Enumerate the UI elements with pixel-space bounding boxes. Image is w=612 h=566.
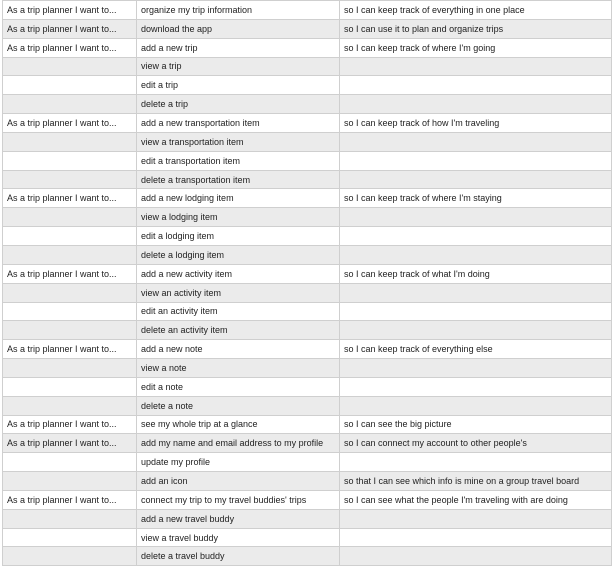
table-row [3,509,612,528]
table-row [3,170,612,189]
role-cell[interactable]: As a trip planner I want to... [3,264,137,283]
role-cell[interactable]: As a trip planner I want to... [3,434,137,453]
table-row [3,415,612,434]
role-cell[interactable]: As a trip planner I want to... [3,19,137,38]
benefit-cell[interactable] [340,151,612,170]
action-cell[interactable]: delete a travel buddy [137,547,340,566]
benefit-cell[interactable] [340,509,612,528]
table-body [3,1,612,566]
benefit-cell[interactable]: so I can connect my account to other people's [340,434,612,453]
benefit-cell[interactable] [340,377,612,396]
role-cell[interactable]: As a trip planner I want to... [3,189,137,208]
benefit-cell[interactable] [340,453,612,472]
action-cell[interactable]: see my whole trip at a glance [137,415,340,434]
action-cell[interactable]: add a new activity item [137,264,340,283]
action-cell[interactable]: add a new lodging item [137,189,340,208]
role-cell[interactable] [3,151,137,170]
table-row [3,95,612,114]
action-cell[interactable]: add an icon [137,472,340,491]
role-cell[interactable] [3,302,137,321]
action-cell[interactable]: delete an activity item [137,321,340,340]
table-row [3,189,612,208]
table-row [3,302,612,321]
table-row [3,377,612,396]
role-cell[interactable] [3,132,137,151]
table-row [3,453,612,472]
role-cell[interactable] [3,245,137,264]
benefit-cell[interactable]: so I can keep track of where I'm staying [340,189,612,208]
table-row [3,472,612,491]
benefit-cell[interactable] [340,132,612,151]
benefit-cell[interactable] [340,359,612,378]
action-cell[interactable]: add my name and email address to my profile [137,434,340,453]
table-row [3,245,612,264]
table-row [3,227,612,246]
role-cell[interactable] [3,321,137,340]
benefit-cell[interactable] [340,170,612,189]
table-row [3,434,612,453]
benefit-cell[interactable]: so that I can see which info is mine on a group travel board [340,472,612,491]
role-cell[interactable]: As a trip planner I want to... [3,114,137,133]
benefit-cell[interactable] [340,95,612,114]
benefit-cell[interactable] [340,302,612,321]
role-cell[interactable] [3,509,137,528]
table-row [3,57,612,76]
table-row [3,396,612,415]
benefit-cell[interactable]: so I can keep track of how I'm traveling [340,114,612,133]
action-cell[interactable]: delete a lodging item [137,245,340,264]
action-cell[interactable]: delete a trip [137,95,340,114]
role-cell[interactable] [3,95,137,114]
table-row [3,264,612,283]
table-row [3,151,612,170]
role-cell[interactable] [3,377,137,396]
benefit-cell[interactable]: so I can keep track of everything in one place [340,1,612,20]
role-cell[interactable] [3,57,137,76]
action-cell[interactable]: view an activity item [137,283,340,302]
action-cell[interactable]: edit a note [137,377,340,396]
action-cell[interactable]: view a transportation item [137,132,340,151]
role-cell[interactable] [3,359,137,378]
role-cell[interactable]: As a trip planner I want to... [3,1,137,20]
action-cell[interactable]: edit a lodging item [137,227,340,246]
benefit-cell[interactable] [340,57,612,76]
benefit-cell[interactable]: so I can keep track of what I'm doing [340,264,612,283]
role-cell[interactable] [3,283,137,302]
benefit-cell[interactable]: so I can use it to plan and organize trips [340,19,612,38]
action-cell[interactable]: add a new travel buddy [137,509,340,528]
action-cell[interactable]: edit an activity item [137,302,340,321]
table-row [3,490,612,509]
role-cell[interactable]: As a trip planner I want to... [3,38,137,57]
role-cell[interactable]: As a trip planner I want to... [3,340,137,359]
action-cell[interactable]: organize my trip information [137,1,340,20]
table-row [3,132,612,151]
action-cell[interactable]: add a new transportation item [137,114,340,133]
action-cell[interactable]: add a new note [137,340,340,359]
action-cell[interactable]: view a travel buddy [137,528,340,547]
action-cell[interactable]: delete a note [137,396,340,415]
table-row [3,114,612,133]
action-cell[interactable]: add a new trip [137,38,340,57]
table-row [3,528,612,547]
role-cell[interactable] [3,76,137,95]
table-row [3,19,612,38]
benefit-cell[interactable] [340,528,612,547]
role-cell[interactable] [3,528,137,547]
table-row [3,38,612,57]
role-cell[interactable] [3,472,137,491]
benefit-cell[interactable]: so I can see the big picture [340,415,612,434]
role-cell[interactable] [3,170,137,189]
table-row [3,547,612,566]
table-row [3,208,612,227]
benefit-cell[interactable] [340,245,612,264]
benefit-cell[interactable] [340,547,612,566]
benefit-cell[interactable]: so I can keep track of everything else [340,340,612,359]
role-cell[interactable] [3,208,137,227]
benefit-cell[interactable]: so I can keep track of where I'm going [340,38,612,57]
action-cell[interactable]: delete a transportation item [137,170,340,189]
action-cell[interactable]: edit a trip [137,76,340,95]
benefit-cell[interactable] [340,283,612,302]
benefit-cell[interactable] [340,76,612,95]
table-row [3,340,612,359]
table-row [3,1,612,20]
action-cell[interactable]: download the app [137,19,340,38]
role-cell[interactable] [3,453,137,472]
table-row [3,76,612,95]
action-cell[interactable]: view a lodging item [137,208,340,227]
role-cell[interactable] [3,227,137,246]
table-row [3,359,612,378]
user-stories-table [2,0,612,566]
role-cell[interactable] [3,396,137,415]
role-cell[interactable]: As a trip planner I want to... [3,415,137,434]
benefit-cell[interactable] [340,208,612,227]
table-row [3,321,612,340]
action-cell[interactable]: update my profile [137,453,340,472]
role-cell[interactable]: As a trip planner I want to... [3,490,137,509]
table-row [3,283,612,302]
action-cell[interactable]: edit a transportation item [137,151,340,170]
action-cell[interactable]: view a trip [137,57,340,76]
benefit-cell[interactable] [340,396,612,415]
role-cell[interactable] [3,547,137,566]
benefit-cell[interactable]: so I can see what the people I'm traveling with are doing [340,490,612,509]
action-cell[interactable]: view a note [137,359,340,378]
action-cell[interactable]: connect my trip to my travel buddies' trips [137,490,340,509]
benefit-cell[interactable] [340,321,612,340]
benefit-cell[interactable] [340,227,612,246]
